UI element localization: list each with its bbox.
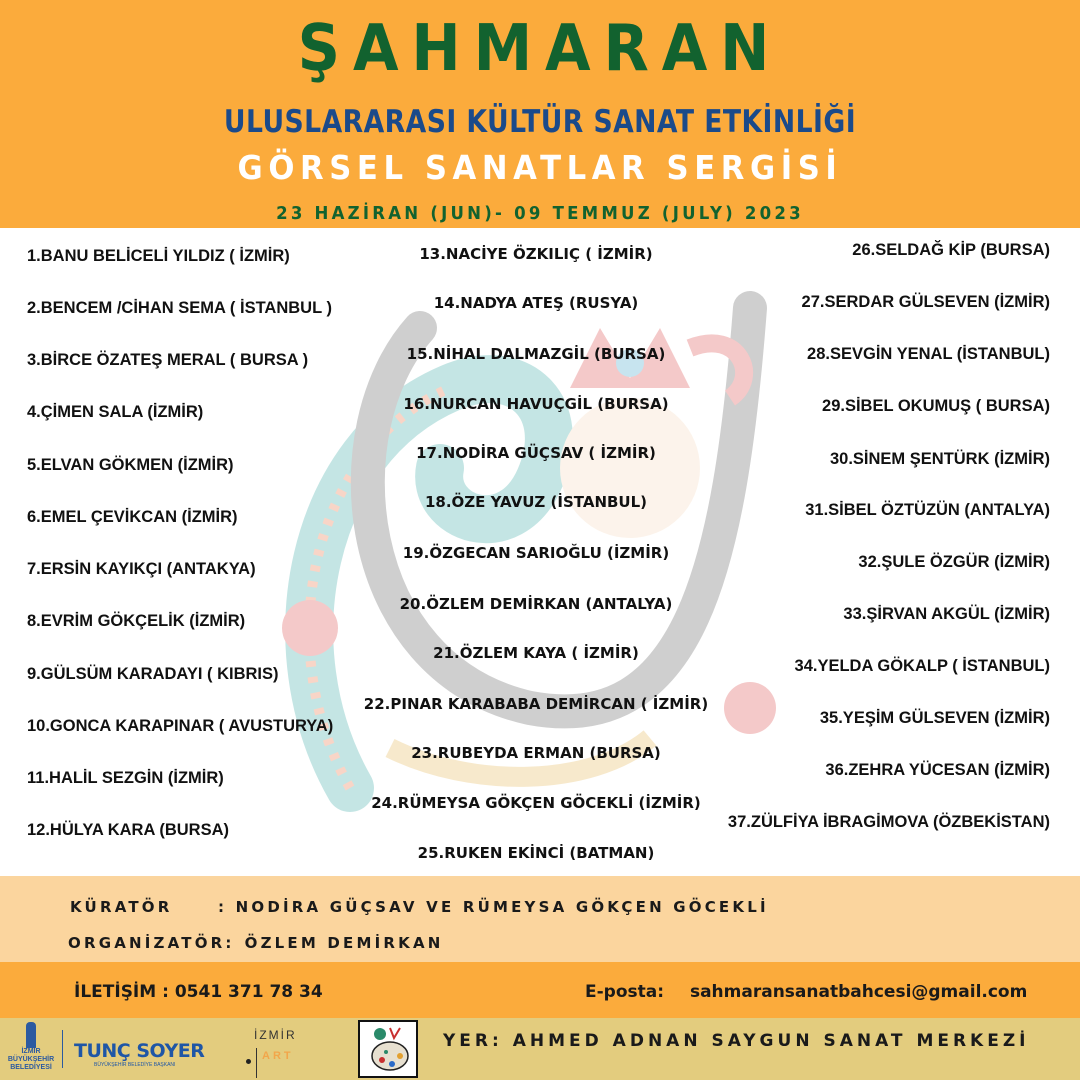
exhibition-title: GÖRSEL SANATLAR SERGİSİ <box>237 148 843 187</box>
phone-number[interactable]: 0541 371 78 34 <box>174 982 323 1002</box>
artist-entry: 5.ELVAN GÖKMEN (İZMİR) <box>27 456 234 474</box>
artist-entry: 22.PINAR KARABABA DEMİRCAN ( İZMİR) <box>363 695 709 713</box>
event-title: ŞAHMARAN <box>297 12 783 86</box>
artist-entry: 15.NİHAL DALMAZGİL (BURSA) <box>406 345 666 363</box>
artist-entry: 13.NACİYE ÖZKILIÇ ( İZMİR) <box>419 245 653 263</box>
logo-divider <box>62 1030 63 1068</box>
phone-label: İLETİŞİM : <box>74 982 169 1002</box>
izmir-municipality-logo <box>2 1022 60 1076</box>
artist-entry: 1.BANU BELİCELİ YILDIZ ( İZMİR) <box>27 247 290 265</box>
artist-entry: 33.ŞİRVAN AKGÜL (İZMİR) <box>843 605 1050 623</box>
venue-text: YER: AHMED ADNAN SAYGUN SANAT MERKEZİ <box>443 1031 1030 1051</box>
artist-entry: 36.ZEHRA YÜCESAN (İZMİR) <box>825 761 1050 779</box>
artist-entry: 16.NURCAN HAVUÇGİL (BURSA) <box>403 395 669 413</box>
divider-icon <box>256 1048 257 1078</box>
artist-entry: 24.RÜMEYSA GÖKÇEN GÖCEKLİ (İZMİR) <box>371 794 701 812</box>
artist-entry: 27.SERDAR GÜLSEVEN (İZMİR) <box>801 293 1050 311</box>
email-address[interactable]: sahmaransanatbahcesi@gmail.com <box>689 982 1028 1002</box>
mayor-title: BÜYÜKŞEHİR BELEDİYE BAŞKANI <box>94 1062 176 1068</box>
footer-bar <box>0 1018 1080 1080</box>
organizer-row <box>68 934 444 952</box>
event-dates: 23 HAZİRAN (JUN)- 09 TEMMUZ (JULY) 2023 <box>276 203 804 224</box>
artist-entry: 11.HALİL SEZGİN (İZMİR) <box>27 769 224 787</box>
artist-entry: 37.ZÜLFİYA İBRAGİMOVA (ÖZBEKİSTAN) <box>727 813 1050 831</box>
artist-entry: 20.ÖZLEM DEMİRKAN (ANTALYA) <box>399 595 673 613</box>
mayor-name-logo: TUNÇ SOYER <box>74 1040 205 1062</box>
artist-entry: 14.NADYA ATEŞ (RUSYA) <box>433 294 639 312</box>
artist-entry: 7.ERSİN KAYIKÇI (ANTAKYA) <box>27 560 256 578</box>
artist-entry: 17.NODİRA GÜÇSAV ( İZMİR) <box>416 444 656 462</box>
artist-entry: 3.BİRCE ÖZATEŞ MERAL ( BURSA ) <box>27 351 309 369</box>
artist-entry: 35.YEŞİM GÜLSEVEN (İZMİR) <box>819 709 1050 727</box>
organizer-value: ÖZLEM DEMİRKAN <box>244 934 444 952</box>
email-label: E-posta: <box>585 982 665 1002</box>
artist-entry: 9.GÜLSÜM KARADAYI ( KIBRIS) <box>27 665 279 683</box>
artist-entry: 29.SİBEL OKUMUŞ ( BURSA) <box>822 397 1050 415</box>
curator-row <box>70 898 769 916</box>
artist-list-area <box>0 228 1080 876</box>
artist-entry: 8.EVRİM GÖKÇELİK (İZMİR) <box>27 612 246 630</box>
logo-text: BELEDİYESİ <box>10 1064 52 1071</box>
artist-entry: 28.SEVGİN YENAL (İSTANBUL) <box>807 345 1050 363</box>
artist-entry: 10.GONCA KARAPINAR ( AVUSTURYA) <box>27 717 334 735</box>
logo-text: BÜYÜKŞEHİR <box>7 1056 55 1063</box>
header-banner <box>0 0 1080 228</box>
logo-text: İZMİR <box>21 1048 41 1055</box>
credits-panel <box>0 876 1080 962</box>
artist-entry: 23.RUBEYDA ERMAN (BURSA) <box>411 744 661 762</box>
artist-entry: 12.HÜLYA KARA (BURSA) <box>27 821 230 839</box>
sahmaran-logo-icon <box>358 1020 418 1078</box>
email-block <box>585 982 1027 1002</box>
izmir-art-logo <box>246 1026 316 1078</box>
artist-entry: 26.SELDAĞ KİP (BURSA) <box>852 241 1050 259</box>
curator-value: : NODİRA GÜÇSAV VE RÜMEYSA GÖKÇEN GÖCEKLİ <box>218 898 769 916</box>
curator-label: KÜRATÖR <box>70 898 173 916</box>
artist-entry: 19.ÖZGECAN SARIOĞLU (İZMİR) <box>402 544 670 562</box>
phone-block <box>74 982 323 1002</box>
art-logo-bottom: ART <box>262 1050 294 1062</box>
art-logo-top: İZMİR <box>254 1028 297 1042</box>
clock-tower-icon <box>26 1022 36 1048</box>
dot-icon <box>246 1059 251 1064</box>
artist-entry: 2.BENCEM /CİHAN SEMA ( İSTANBUL ) <box>27 299 332 317</box>
event-subtitle: ULUSLARARASI KÜLTÜR SANAT ETKİNLİĞİ <box>223 104 857 140</box>
artist-entry: 30.SİNEM ŞENTÜRK (İZMİR) <box>829 450 1050 468</box>
artist-entry: 21.ÖZLEM KAYA ( İZMİR) <box>433 644 639 662</box>
artist-entry: 31.SİBEL ÖZTÜZÜN (ANTALYA) <box>805 501 1050 519</box>
artist-entry: 6.EMEL ÇEVİKCAN (İZMİR) <box>27 508 238 526</box>
artist-entry: 25.RUKEN EKİNCİ (BATMAN) <box>417 844 655 862</box>
artist-entry: 32.ŞULE ÖZGÜR (İZMİR) <box>858 553 1050 571</box>
organizer-label: ORGANİZATÖR: <box>68 934 235 952</box>
artist-entry: 4.ÇİMEN SALA (İZMİR) <box>27 403 204 421</box>
contact-bar <box>0 962 1080 1018</box>
artist-entry: 34.YELDA GÖKALP ( İSTANBUL) <box>794 657 1050 675</box>
artist-entry: 18.ÖZE YAVUZ (İSTANBUL) <box>424 493 648 511</box>
